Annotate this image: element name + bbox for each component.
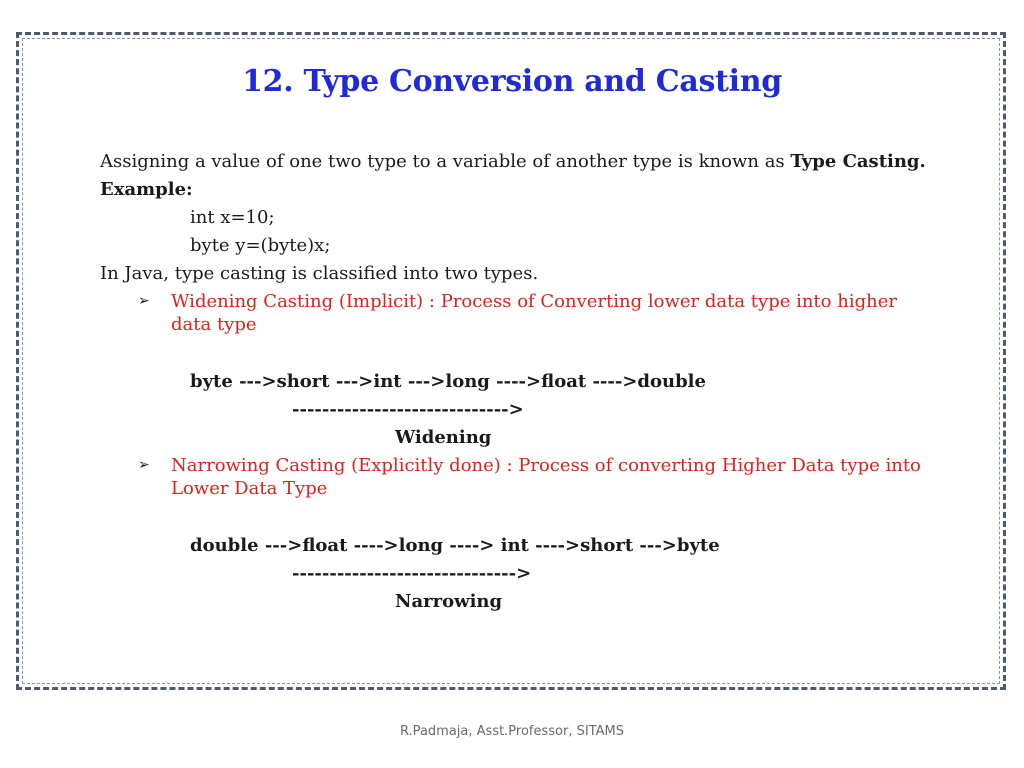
intro-bold-term: Type Casting. — [790, 151, 926, 172]
bullet-arrow-icon: ➢ — [138, 457, 150, 473]
narrowing-description-line-2: Lower Data Type — [171, 478, 328, 499]
widening-description-line-2: data type — [171, 314, 257, 335]
widening-chain: byte --->short --->int --->long ---->float ---->double — [190, 371, 706, 392]
widening-description-line-1: Widening Casting (Implicit) : Process of Converting lower data type into higher — [171, 291, 897, 312]
classification-text: In Java, type casting is classified into two types. — [100, 263, 539, 284]
slide-footer: R.Padmaja, Asst.Professor, SITAMS — [399, 724, 624, 739]
code-line-2: byte y=(byte)x; — [190, 235, 331, 256]
narrowing-label: Narrowing — [395, 591, 503, 612]
narrowing-arrow: ------------------------------> — [292, 563, 532, 584]
narrowing-chain: double --->float ---->long ----> int ---->short --->byte — [190, 535, 720, 556]
example-label: Example: — [100, 179, 193, 200]
widening-label: Widening — [395, 427, 492, 448]
intro-paragraph — [100, 150, 926, 173]
slide-title: 12. Type Conversion and Casting — [242, 64, 782, 99]
widening-arrow: -----------------------------> — [292, 399, 524, 420]
bullet-arrow-icon: ➢ — [138, 293, 150, 309]
intro-text: Assigning a value of one two type to a variable of another type is known as — [100, 151, 791, 172]
slide-frame-inner — [22, 38, 1000, 684]
slide-frame — [16, 32, 1006, 690]
code-line-1: int x=10; — [190, 207, 275, 228]
narrowing-description-line-1: Narrowing Casting (Explicitly done) : Process of converting Higher Data type into — [171, 455, 921, 476]
